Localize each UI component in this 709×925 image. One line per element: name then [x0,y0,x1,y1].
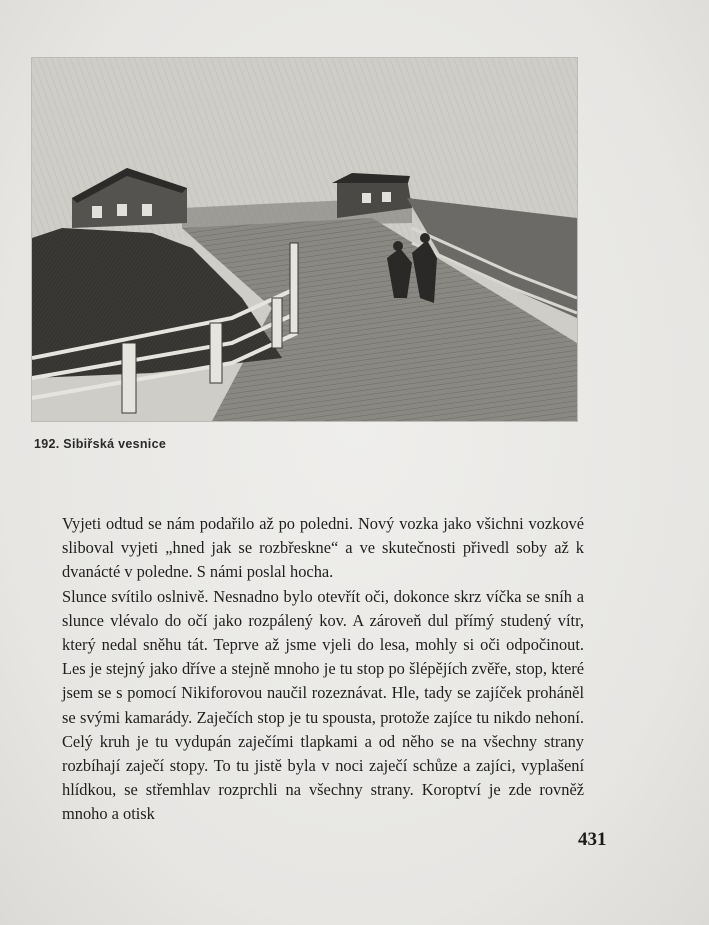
paragraph-1: Vyjeti odtud se nám podařilo až po poledni. Nový vozka jako všichni vozkové sliboval vyjeti „hned jak se rozbřeskne“ a ve skutečnosti přivedl soby až k dvanácté v poledne. S námi poslal hocha. [62,514,584,582]
figure-caption: 192. Sibiřská vesnice [34,437,167,451]
etching-image [32,58,577,421]
body-text [62,512,584,827]
page-number: 431 [578,829,607,850]
paragraph-2: Slunce svítilo oslnivě. Nesnadno bylo otevřít oči, dokonce skrz víčka se sníh a slunce vlévalo do očí jako rozpálený kov. A zároveň dul přímý studený vítr, který nedal sněhu tát. Teprve až jsme vjeli do lesa, mohly si oči odpočinout. Les je stejný jako dříve a stejně mnoho je tu stop po šlépějích zvěře, stop, které jsem se s pomocí Nikiforovou naučil rozeznávat. Hle, tady se zajíček proháněl se svými kamarády. Zaječích stop je tu spousta, protože zajíce tu nikdo nehoní. Celý kruh je tu vydupán zaječími tlapkami a od něho se na všechny strany rozbíhají zaječí stopy. To tu jistě byla v noci zaječí schůze a zajíci, vyplašení hlídkou, se střemhlav rozprchli na všechny strany. Koroptví je zde rovněž mnoho a otisk [62,586,584,824]
illustration-siberian-village [32,58,577,421]
